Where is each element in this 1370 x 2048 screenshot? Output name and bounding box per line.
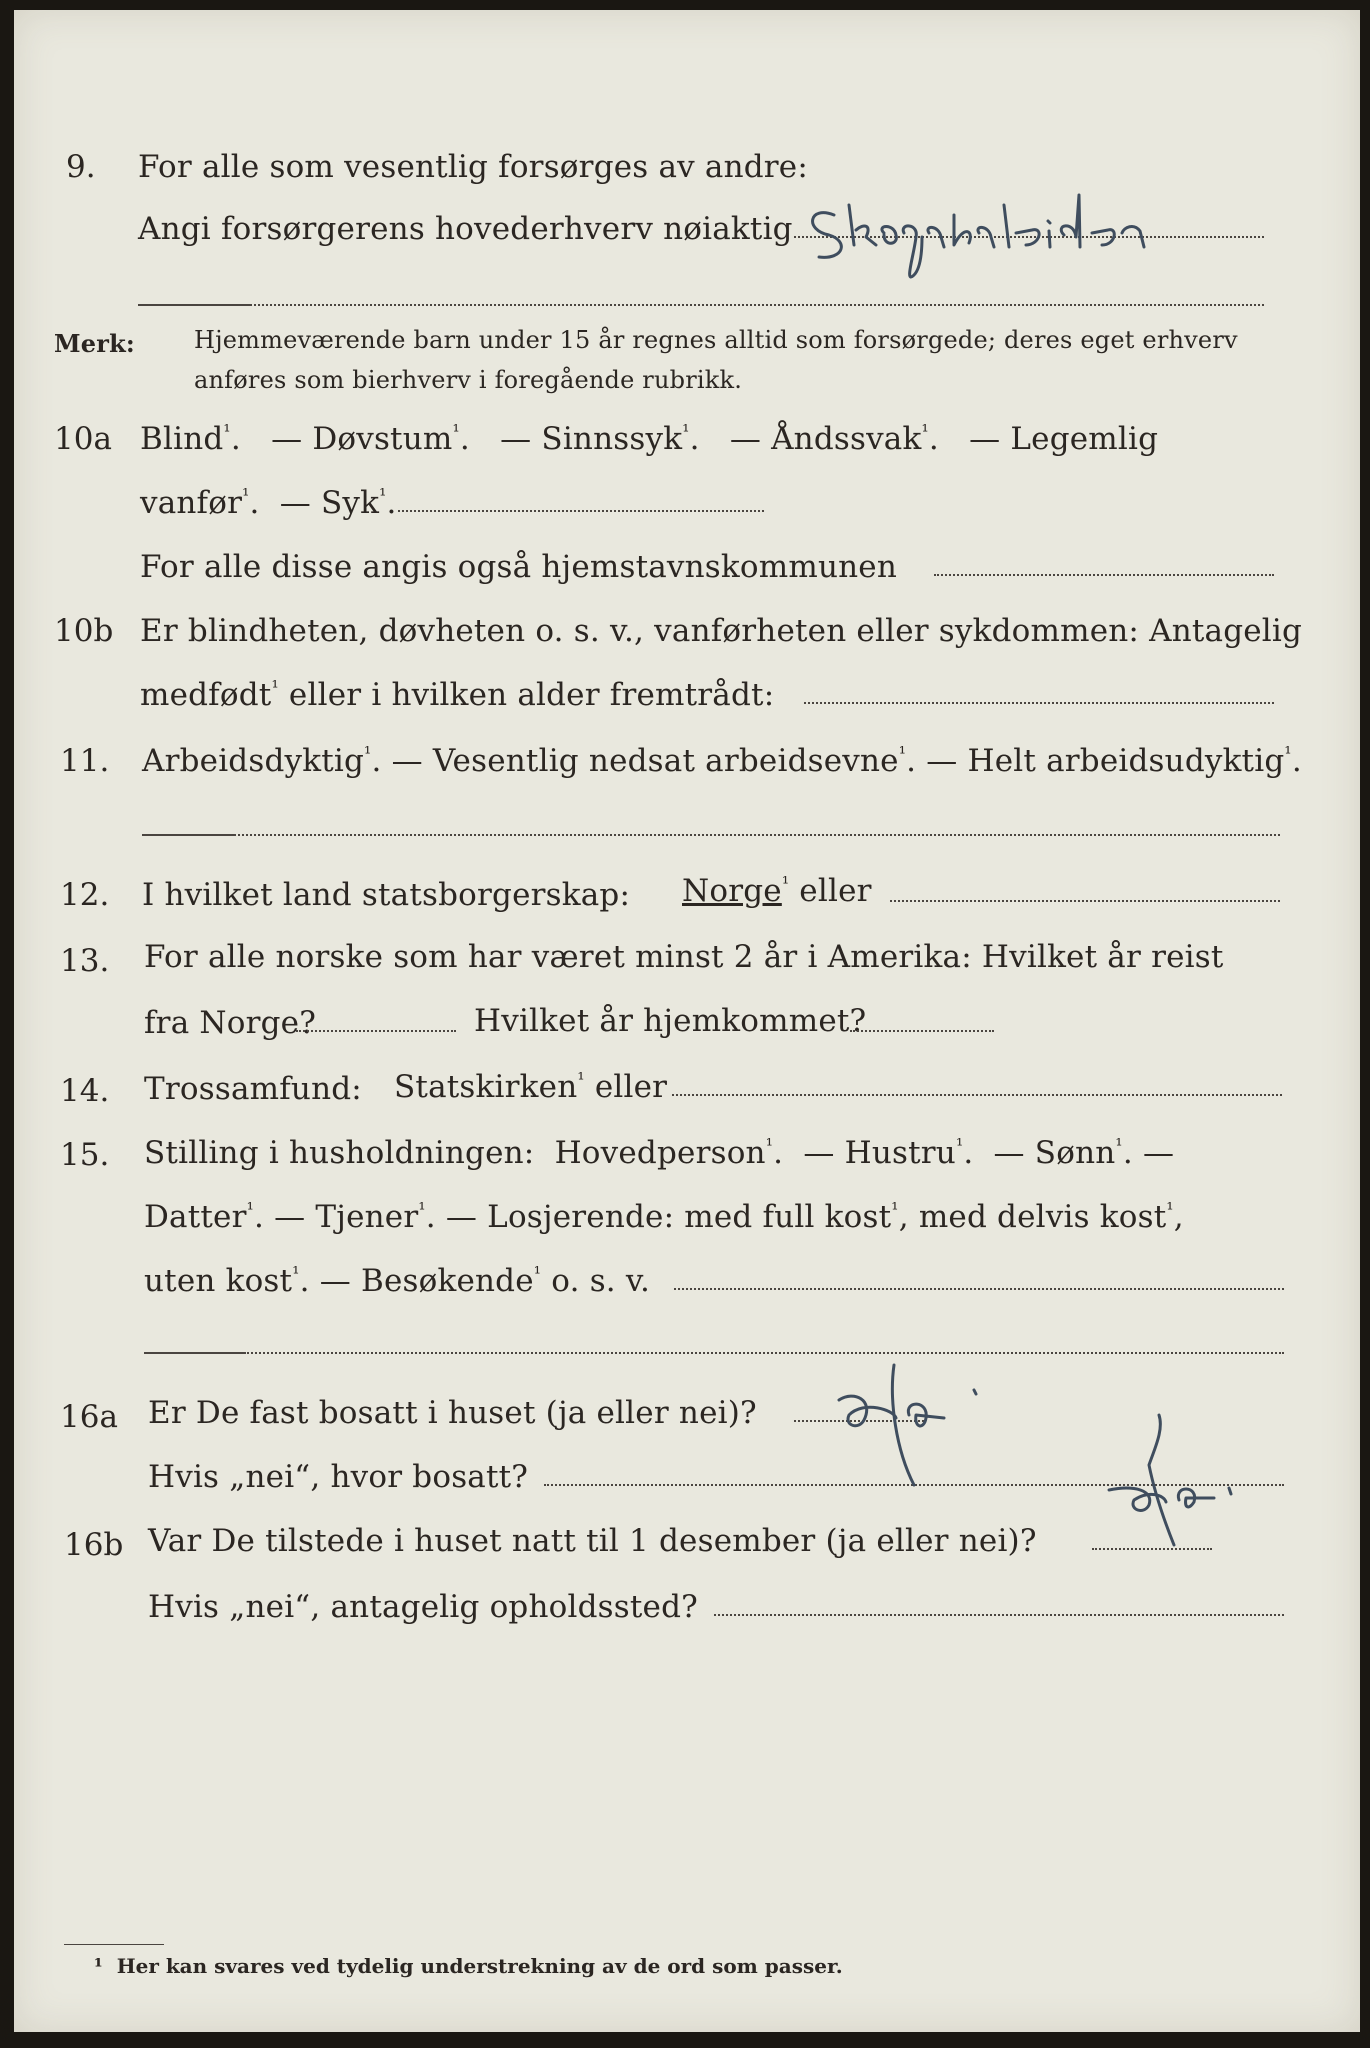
q16b-opholdssted-line xyxy=(714,1614,1284,1616)
q14-label: Trossamfund: xyxy=(144,1071,362,1107)
q13-hjemkommet-line xyxy=(850,1030,994,1032)
q15-sonn: — Sønn xyxy=(993,1135,1116,1171)
q12-norge: Norge xyxy=(682,873,782,909)
q10b-number: 10b xyxy=(54,613,114,649)
q16b-number: 16b xyxy=(64,1527,124,1563)
q15-line3: uten kost$^{^1}$. — Besøkende$^{^1}$ o. s. v. xyxy=(144,1263,650,1299)
merk-label: Merk: xyxy=(54,329,135,358)
q16a-handwritten-answer xyxy=(834,1360,1014,1490)
q15-losjerende: — Losjerende: med full kost xyxy=(445,1199,892,1235)
q14-options: Statskirken$^{^1}$ eller xyxy=(394,1069,668,1105)
q10b-rest: eller i hvilken alder fremtrådt: xyxy=(288,677,775,713)
q13-reist-line xyxy=(296,1030,456,1032)
q15-osv: o. s. v. xyxy=(551,1263,650,1299)
q11-answer-line xyxy=(234,834,1280,836)
q10a-syk-line xyxy=(398,510,764,512)
q15-datter: Datter xyxy=(144,1199,247,1235)
q14-statskirken: Statskirken xyxy=(394,1069,578,1105)
q11-number: 11. xyxy=(60,743,110,779)
q16b-handwritten-answer xyxy=(1094,1410,1244,1550)
q11-udyktig: — Helt arbeidsudyktig xyxy=(926,743,1285,779)
q10a-vanfor: vanfør xyxy=(140,485,243,521)
q15-delvis: med delvis kost xyxy=(918,1199,1167,1235)
q10a-line1: Blind$^{^1}$. — Døvstum$^{^1}$. — Sinnssyk$^{^1}$. — Åndssvak$^{^1}$. — Legemlig xyxy=(140,421,1159,457)
q12-eller: eller xyxy=(799,873,872,909)
q15-underline xyxy=(144,1352,244,1354)
q16b-answer-text xyxy=(1154,1510,1155,1511)
q16a-number: 16a xyxy=(60,1399,118,1435)
footnote-mark: ¹ xyxy=(94,1954,103,1978)
q15-hovedperson: Hovedperson xyxy=(554,1135,766,1171)
q10a-legemlig: — Legemlig xyxy=(969,421,1159,457)
q10a-andssvak: — Åndssvak xyxy=(729,421,922,457)
q14-answer-line xyxy=(672,1094,1282,1096)
q12-number: 12. xyxy=(60,877,110,913)
q14-eller: eller xyxy=(594,1069,668,1105)
q12-norge-eller: Norge$^{^1}$ eller xyxy=(682,873,872,909)
q11-arbeidsdyktig: Arbeidsdyktig xyxy=(142,743,365,779)
footnote xyxy=(94,1954,843,1978)
q15-line1: Stilling i husholdningen: Hovedperson$^{^1}$. — Hustru$^{^1}$. — Sønn$^{^1}$. — xyxy=(144,1135,1175,1171)
q15-hustru: — Hustru xyxy=(803,1135,956,1171)
q15-label: Stilling i husholdningen: xyxy=(144,1135,535,1171)
q15-answer-line xyxy=(674,1288,1284,1290)
q11-line: Arbeidsdyktig$^{^1}$. — Vesentlig nedsat arbeidsevne$^{^1}$. — Helt arbeidsudyktig$^{^1}$. xyxy=(142,743,1302,779)
q16b-line2: Hvis „nei“, antagelig opholdssted? xyxy=(148,1589,698,1625)
q10b-medfodt: medfødt xyxy=(140,677,272,713)
q10b-line1: Er blindheten, døvheten o. s. v., vanførheten eller sykdommen: Antagelig xyxy=(140,613,1303,649)
census-form-page xyxy=(14,10,1360,2032)
q10a-number: 10a xyxy=(54,421,112,457)
q9-line1: For alle som vesentlig forsørges av andre: xyxy=(138,149,808,185)
q10b-line2: medfødt$^{^1}$ eller i hvilken alder fremtrådt: xyxy=(140,677,775,713)
q15-uten: uten kost xyxy=(144,1263,293,1299)
q13-number: 13. xyxy=(60,943,110,979)
q10a-line2: vanfør$^{^1}$. — Syk$^{^1}$. xyxy=(140,485,397,521)
q10a-dovstum: — Døvstum xyxy=(271,421,453,457)
q15-extra-line xyxy=(244,1352,1284,1354)
q15-besokende: — Besøkende xyxy=(319,1263,534,1299)
footnote-text: Her kan svares ved tydelig understrekning av de ord som passer. xyxy=(116,1954,843,1978)
q9-number: 9. xyxy=(66,149,96,185)
q9-handwritten-answer xyxy=(804,175,1234,285)
q10a-syk: — Syk xyxy=(279,485,380,521)
q12-answer-line xyxy=(890,900,1280,902)
q14-number: 14. xyxy=(60,1073,110,1109)
q10b-answer-line xyxy=(804,702,1274,704)
q15-dash: — xyxy=(1142,1135,1175,1171)
q11-underline xyxy=(142,834,234,836)
q16b-line1: Var De tilstede i huset natt til 1 desember (ja eller nei)? xyxy=(148,1523,1037,1559)
q16a-answer-text xyxy=(894,1380,895,1381)
q11-nedsat: — Vesentlig nedsat arbeidsevne xyxy=(391,743,899,779)
q16a-line2: Hvis „nei“, hvor bosatt? xyxy=(148,1459,529,1495)
merk-line2: anføres som bierhverv i foregående rubrikk. xyxy=(194,366,743,394)
footnote-rule xyxy=(64,1944,164,1945)
merk-line1: Hjemmeværende barn under 15 år regnes alltid som forsørgede; deres eget erhverv xyxy=(194,326,1238,354)
q13-line1: For alle norske som har været minst 2 år i Amerika: Hvilket år reist xyxy=(144,939,1224,975)
q15-tjener: — Tjener xyxy=(274,1199,419,1235)
q9-underline xyxy=(138,304,250,306)
q15-line2: Datter$^{^1}$. — Tjener$^{^1}$. — Losjerende: med full kost$^{^1}$, med delvis kost$^{^1}$, xyxy=(144,1199,1184,1235)
q16a-line1: Er De fast bosatt i huset (ja eller nei)? xyxy=(148,1395,757,1431)
q9-line2: Angi forsørgerens hovederhverv nøiaktig xyxy=(138,211,793,247)
q10a-sinnssyk: — Sinnssyk xyxy=(500,421,683,457)
q10a-kommune-line xyxy=(934,574,1274,576)
q13-hjemkommet: Hvilket år hjemkommet? xyxy=(474,1003,867,1039)
q10a-line3: For alle disse angis også hjemstavnskommunen xyxy=(140,549,897,585)
q12-text: I hvilket land statsborgerskap: xyxy=(142,877,631,913)
q15-number: 15. xyxy=(60,1137,110,1173)
q10a-blind: Blind xyxy=(140,421,224,457)
q9-extra-line xyxy=(250,304,1264,306)
q13-fra-norge: fra Norge? xyxy=(144,1005,317,1041)
